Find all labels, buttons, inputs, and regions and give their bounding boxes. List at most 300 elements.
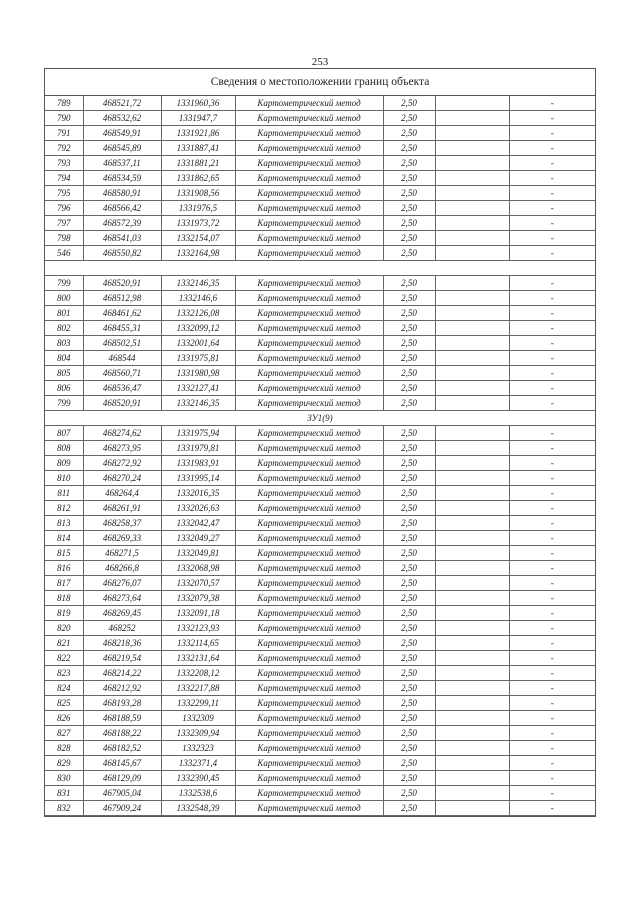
point-number-cell: 832 xyxy=(45,801,83,816)
method-cell: Картометрический метод xyxy=(235,711,383,726)
method-cell: Картометрический метод xyxy=(235,561,383,576)
point-number-cell: 789 xyxy=(45,96,83,111)
description-cell: - xyxy=(509,726,595,741)
accuracy-cell: 2,50 xyxy=(383,561,435,576)
accuracy-cell: 2,50 xyxy=(383,741,435,756)
y-coordinate-cell: 1332164,98 xyxy=(161,246,235,261)
table-row xyxy=(45,381,595,396)
formula-cell xyxy=(435,696,509,711)
description-cell: - xyxy=(509,651,595,666)
y-coordinate-cell: 1332309 xyxy=(161,711,235,726)
accuracy-cell: 2,50 xyxy=(383,291,435,306)
formula-cell xyxy=(435,126,509,141)
y-coordinate-cell: 1331983,91 xyxy=(161,456,235,471)
point-number-cell: 815 xyxy=(45,546,83,561)
description-cell: - xyxy=(509,801,595,816)
table-row xyxy=(45,636,595,651)
description-cell: - xyxy=(509,441,595,456)
point-number-cell: 817 xyxy=(45,576,83,591)
table-row xyxy=(45,216,595,231)
method-cell: Картометрический метод xyxy=(235,171,383,186)
y-coordinate-cell: 1331979,81 xyxy=(161,441,235,456)
x-coordinate-cell: 468544 xyxy=(83,351,161,366)
formula-cell xyxy=(435,651,509,666)
accuracy-cell: 2,50 xyxy=(383,576,435,591)
accuracy-cell: 2,50 xyxy=(383,591,435,606)
x-coordinate-cell: 467909,24 xyxy=(83,801,161,816)
table-row xyxy=(45,576,595,591)
point-number-cell: 801 xyxy=(45,306,83,321)
x-coordinate-cell: 468580,91 xyxy=(83,186,161,201)
table-row xyxy=(45,231,595,246)
y-coordinate-cell: 1332127,41 xyxy=(161,381,235,396)
table-row xyxy=(45,681,595,696)
accuracy-cell: 2,50 xyxy=(383,801,435,816)
y-coordinate-cell: 1332070,57 xyxy=(161,576,235,591)
table-row xyxy=(45,366,595,381)
y-coordinate-cell: 1332114,65 xyxy=(161,636,235,651)
y-coordinate-cell: 1332371,4 xyxy=(161,756,235,771)
method-cell: Картометрический метод xyxy=(235,771,383,786)
table-row xyxy=(45,561,595,576)
y-coordinate-cell: 1332208,12 xyxy=(161,666,235,681)
y-coordinate-cell: 1332146,35 xyxy=(161,396,235,411)
x-coordinate-cell: 468536,47 xyxy=(83,381,161,396)
table-row xyxy=(45,201,595,216)
description-cell: - xyxy=(509,231,595,246)
accuracy-cell: 2,50 xyxy=(383,396,435,411)
description-cell: - xyxy=(509,456,595,471)
y-coordinate-cell: 1331921,86 xyxy=(161,126,235,141)
x-coordinate-cell: 468534,59 xyxy=(83,171,161,186)
y-coordinate-cell: 1332309,94 xyxy=(161,726,235,741)
method-cell: Картометрический метод xyxy=(235,126,383,141)
y-coordinate-cell: 1332068,98 xyxy=(161,561,235,576)
method-cell: Картометрический метод xyxy=(235,726,383,741)
accuracy-cell: 2,50 xyxy=(383,516,435,531)
y-coordinate-cell: 1332217,88 xyxy=(161,681,235,696)
y-coordinate-cell: 1332299,11 xyxy=(161,696,235,711)
formula-cell xyxy=(435,801,509,816)
method-cell: Картометрический метод xyxy=(235,636,383,651)
method-cell: Картометрический метод xyxy=(235,186,383,201)
y-coordinate-cell: 1332091,18 xyxy=(161,606,235,621)
x-coordinate-cell: 468270,24 xyxy=(83,471,161,486)
accuracy-cell: 2,50 xyxy=(383,501,435,516)
formula-cell xyxy=(435,576,509,591)
y-coordinate-cell: 1332123,93 xyxy=(161,621,235,636)
method-cell: Картометрический метод xyxy=(235,756,383,771)
accuracy-cell: 2,50 xyxy=(383,201,435,216)
formula-cell xyxy=(435,216,509,231)
method-cell: Картометрический метод xyxy=(235,666,383,681)
point-number-cell: 799 xyxy=(45,276,83,291)
formula-cell xyxy=(435,546,509,561)
y-coordinate-cell: 1332079,38 xyxy=(161,591,235,606)
y-coordinate-cell: 1332049,81 xyxy=(161,546,235,561)
x-coordinate-cell: 468545,89 xyxy=(83,141,161,156)
description-cell: - xyxy=(509,516,595,531)
point-number-cell: 823 xyxy=(45,666,83,681)
y-coordinate-cell: 1331995,14 xyxy=(161,471,235,486)
formula-cell xyxy=(435,111,509,126)
formula-cell xyxy=(435,156,509,171)
y-coordinate-cell: 1331973,72 xyxy=(161,216,235,231)
table-row xyxy=(45,726,595,741)
description-cell: - xyxy=(509,756,595,771)
description-cell: - xyxy=(509,246,595,261)
description-cell: - xyxy=(509,681,595,696)
method-cell: Картометрический метод xyxy=(235,441,383,456)
description-cell: - xyxy=(509,126,595,141)
accuracy-cell: 2,50 xyxy=(383,546,435,561)
formula-cell xyxy=(435,636,509,651)
x-coordinate-cell: 468188,22 xyxy=(83,726,161,741)
y-coordinate-cell: 1332042,47 xyxy=(161,516,235,531)
accuracy-cell: 2,50 xyxy=(383,756,435,771)
method-cell: Картометрический метод xyxy=(235,606,383,621)
y-coordinate-cell: 1332126,08 xyxy=(161,306,235,321)
description-cell: - xyxy=(509,561,595,576)
point-number-cell: 813 xyxy=(45,516,83,531)
method-cell: Картометрический метод xyxy=(235,156,383,171)
x-coordinate-cell: 468532,62 xyxy=(83,111,161,126)
accuracy-cell: 2,50 xyxy=(383,456,435,471)
method-cell: Картометрический метод xyxy=(235,321,383,336)
x-coordinate-cell: 468145,67 xyxy=(83,756,161,771)
x-coordinate-cell: 468219,54 xyxy=(83,651,161,666)
x-coordinate-cell: 468212,92 xyxy=(83,681,161,696)
formula-cell xyxy=(435,621,509,636)
description-cell: - xyxy=(509,96,595,111)
description-cell: - xyxy=(509,486,595,501)
point-number-cell: 816 xyxy=(45,561,83,576)
accuracy-cell: 2,50 xyxy=(383,216,435,231)
method-cell: Картометрический метод xyxy=(235,381,383,396)
method-cell: Картометрический метод xyxy=(235,486,383,501)
formula-cell xyxy=(435,426,509,441)
formula-cell xyxy=(435,456,509,471)
method-cell: Картометрический метод xyxy=(235,96,383,111)
formula-cell xyxy=(435,666,509,681)
method-cell: Картометрический метод xyxy=(235,306,383,321)
y-coordinate-cell: 1331947,7 xyxy=(161,111,235,126)
description-cell: - xyxy=(509,606,595,621)
table-row xyxy=(45,456,595,471)
x-coordinate-cell: 468272,92 xyxy=(83,456,161,471)
method-cell: Картометрический метод xyxy=(235,201,383,216)
x-coordinate-cell: 468541,03 xyxy=(83,231,161,246)
point-number-cell: 822 xyxy=(45,651,83,666)
table-row xyxy=(45,501,595,516)
accuracy-cell: 2,50 xyxy=(383,771,435,786)
x-coordinate-cell: 468269,33 xyxy=(83,531,161,546)
accuracy-cell: 2,50 xyxy=(383,726,435,741)
table-row xyxy=(45,516,595,531)
description-cell: - xyxy=(509,621,595,636)
y-coordinate-cell: 1332146,35 xyxy=(161,276,235,291)
accuracy-cell: 2,50 xyxy=(383,636,435,651)
point-number-cell: 806 xyxy=(45,381,83,396)
description-cell: - xyxy=(509,426,595,441)
accuracy-cell: 2,50 xyxy=(383,306,435,321)
description-cell: - xyxy=(509,291,595,306)
accuracy-cell: 2,50 xyxy=(383,681,435,696)
method-cell: Картометрический метод xyxy=(235,801,383,816)
point-number-cell: 793 xyxy=(45,156,83,171)
y-coordinate-cell: 1332146,6 xyxy=(161,291,235,306)
method-cell: Картометрический метод xyxy=(235,546,383,561)
y-coordinate-cell: 1332390,45 xyxy=(161,771,235,786)
table-row xyxy=(45,531,595,546)
y-coordinate-cell: 1332548,39 xyxy=(161,801,235,816)
description-cell: - xyxy=(509,276,595,291)
page-number: 253 xyxy=(311,56,329,68)
formula-cell xyxy=(435,321,509,336)
method-cell: Картометрический метод xyxy=(235,786,383,801)
table-row xyxy=(45,771,595,786)
separator-cell xyxy=(45,261,595,276)
formula-cell xyxy=(435,96,509,111)
table-row xyxy=(45,651,595,666)
description-cell: - xyxy=(509,216,595,231)
table-row xyxy=(45,441,595,456)
y-coordinate-cell: 1331862,65 xyxy=(161,171,235,186)
table-row xyxy=(45,291,595,306)
accuracy-cell: 2,50 xyxy=(383,651,435,666)
method-cell: Картометрический метод xyxy=(235,576,383,591)
accuracy-cell: 2,50 xyxy=(383,321,435,336)
point-number-cell: 802 xyxy=(45,321,83,336)
x-coordinate-cell: 468218,36 xyxy=(83,636,161,651)
point-number-cell: 808 xyxy=(45,441,83,456)
method-cell: Картометрический метод xyxy=(235,501,383,516)
point-number-cell: 828 xyxy=(45,741,83,756)
formula-cell xyxy=(435,771,509,786)
description-cell: - xyxy=(509,186,595,201)
method-cell: Картометрический метод xyxy=(235,471,383,486)
x-coordinate-cell: 468566,42 xyxy=(83,201,161,216)
method-cell: Картометрический метод xyxy=(235,681,383,696)
description-cell: - xyxy=(509,666,595,681)
formula-cell xyxy=(435,726,509,741)
x-coordinate-cell: 468502,51 xyxy=(83,336,161,351)
description-cell: - xyxy=(509,396,595,411)
x-coordinate-cell: 468550,82 xyxy=(83,246,161,261)
method-cell: Картометрический метод xyxy=(235,696,383,711)
method-cell: Картометрический метод xyxy=(235,651,383,666)
table-row xyxy=(45,336,595,351)
x-coordinate-cell: 468261,91 xyxy=(83,501,161,516)
point-number-cell: 830 xyxy=(45,771,83,786)
description-cell: - xyxy=(509,576,595,591)
x-coordinate-cell: 468214,22 xyxy=(83,666,161,681)
x-coordinate-cell: 467905,04 xyxy=(83,786,161,801)
point-number-cell: 794 xyxy=(45,171,83,186)
x-coordinate-cell: 468461,62 xyxy=(83,306,161,321)
description-cell: - xyxy=(509,336,595,351)
y-coordinate-cell: 1331881,21 xyxy=(161,156,235,171)
formula-cell xyxy=(435,756,509,771)
x-coordinate-cell: 468520,91 xyxy=(83,396,161,411)
y-coordinate-cell: 1331976,5 xyxy=(161,201,235,216)
y-coordinate-cell: 1332049,27 xyxy=(161,531,235,546)
formula-cell xyxy=(435,741,509,756)
formula-cell xyxy=(435,501,509,516)
point-number-cell: 805 xyxy=(45,366,83,381)
point-number-cell: 800 xyxy=(45,291,83,306)
y-coordinate-cell: 1332131,64 xyxy=(161,651,235,666)
method-cell: Картометрический метод xyxy=(235,216,383,231)
point-number-cell: 798 xyxy=(45,231,83,246)
x-coordinate-cell: 468193,28 xyxy=(83,696,161,711)
table-row xyxy=(45,741,595,756)
formula-cell xyxy=(435,336,509,351)
formula-cell xyxy=(435,681,509,696)
method-cell: Картометрический метод xyxy=(235,516,383,531)
formula-cell xyxy=(435,171,509,186)
table-row xyxy=(45,711,595,726)
point-number-cell: 819 xyxy=(45,606,83,621)
x-coordinate-cell: 468572,39 xyxy=(83,216,161,231)
formula-cell xyxy=(435,516,509,531)
formula-cell xyxy=(435,531,509,546)
description-cell: - xyxy=(509,306,595,321)
formula-cell xyxy=(435,141,509,156)
table-title: Сведения о местоположении границ объекта xyxy=(45,69,595,96)
accuracy-cell: 2,50 xyxy=(383,156,435,171)
point-number-cell: 824 xyxy=(45,681,83,696)
y-coordinate-cell: 1331960,36 xyxy=(161,96,235,111)
method-cell: Картометрический метод xyxy=(235,111,383,126)
x-coordinate-cell: 468252 xyxy=(83,621,161,636)
formula-cell xyxy=(435,606,509,621)
point-number-cell: 814 xyxy=(45,531,83,546)
y-coordinate-cell: 1331887,41 xyxy=(161,141,235,156)
accuracy-cell: 2,50 xyxy=(383,171,435,186)
accuracy-cell: 2,50 xyxy=(383,486,435,501)
separator-row xyxy=(45,261,595,276)
description-cell: - xyxy=(509,786,595,801)
method-cell: Картометрический метод xyxy=(235,366,383,381)
x-coordinate-cell: 468129,09 xyxy=(83,771,161,786)
table-row xyxy=(45,96,595,111)
x-coordinate-cell: 468188,59 xyxy=(83,711,161,726)
point-number-cell: 827 xyxy=(45,726,83,741)
method-cell: Картометрический метод xyxy=(235,291,383,306)
accuracy-cell: 2,50 xyxy=(383,186,435,201)
zone-label: ЗУ1(9) xyxy=(45,411,595,426)
point-number-cell: 791 xyxy=(45,126,83,141)
accuracy-cell: 2,50 xyxy=(383,351,435,366)
x-coordinate-cell: 468269,45 xyxy=(83,606,161,621)
table-row xyxy=(45,276,595,291)
formula-cell xyxy=(435,591,509,606)
method-cell: Картометрический метод xyxy=(235,531,383,546)
method-cell: Картометрический метод xyxy=(235,231,383,246)
formula-cell xyxy=(435,246,509,261)
y-coordinate-cell: 1332099,12 xyxy=(161,321,235,336)
description-cell: - xyxy=(509,636,595,651)
table-row xyxy=(45,606,595,621)
coordinates-table-frame xyxy=(44,68,596,817)
accuracy-cell: 2,50 xyxy=(383,426,435,441)
method-cell: Картометрический метод xyxy=(235,456,383,471)
table-row xyxy=(45,756,595,771)
table-row xyxy=(45,126,595,141)
description-cell: - xyxy=(509,591,595,606)
y-coordinate-cell: 1332016,35 xyxy=(161,486,235,501)
x-coordinate-cell: 468520,91 xyxy=(83,276,161,291)
accuracy-cell: 2,50 xyxy=(383,246,435,261)
description-cell: - xyxy=(509,471,595,486)
x-coordinate-cell: 468274,62 xyxy=(83,426,161,441)
table-row xyxy=(45,171,595,186)
table-row xyxy=(45,666,595,681)
point-number-cell: 790 xyxy=(45,111,83,126)
table-row xyxy=(45,321,595,336)
table-row xyxy=(45,141,595,156)
point-number-cell: 797 xyxy=(45,216,83,231)
x-coordinate-cell: 468258,37 xyxy=(83,516,161,531)
description-cell: - xyxy=(509,171,595,186)
formula-cell xyxy=(435,561,509,576)
y-coordinate-cell: 1332538,6 xyxy=(161,786,235,801)
accuracy-cell: 2,50 xyxy=(383,606,435,621)
formula-cell xyxy=(435,381,509,396)
accuracy-cell: 2,50 xyxy=(383,111,435,126)
description-cell: - xyxy=(509,156,595,171)
x-coordinate-cell: 468182,52 xyxy=(83,741,161,756)
formula-cell xyxy=(435,786,509,801)
table-row xyxy=(45,546,595,561)
point-number-cell: 792 xyxy=(45,141,83,156)
accuracy-cell: 2,50 xyxy=(383,126,435,141)
point-number-cell: 809 xyxy=(45,456,83,471)
table-row xyxy=(45,471,595,486)
description-cell: - xyxy=(509,501,595,516)
description-cell: - xyxy=(509,321,595,336)
formula-cell xyxy=(435,711,509,726)
point-number-cell: 821 xyxy=(45,636,83,651)
point-number-cell: 546 xyxy=(45,246,83,261)
accuracy-cell: 2,50 xyxy=(383,381,435,396)
point-number-cell: 803 xyxy=(45,336,83,351)
formula-cell xyxy=(435,291,509,306)
point-number-cell: 826 xyxy=(45,711,83,726)
formula-cell xyxy=(435,366,509,381)
table-row xyxy=(45,396,595,411)
formula-cell xyxy=(435,201,509,216)
formula-cell xyxy=(435,276,509,291)
x-coordinate-cell: 468273,95 xyxy=(83,441,161,456)
description-cell: - xyxy=(509,201,595,216)
method-cell: Картометрический метод xyxy=(235,426,383,441)
description-cell: - xyxy=(509,546,595,561)
x-coordinate-cell: 468266,8 xyxy=(83,561,161,576)
accuracy-cell: 2,50 xyxy=(383,231,435,246)
table-row xyxy=(45,801,595,816)
description-cell: - xyxy=(509,741,595,756)
formula-cell xyxy=(435,351,509,366)
coordinates-table xyxy=(45,96,595,816)
x-coordinate-cell: 468276,07 xyxy=(83,576,161,591)
y-coordinate-cell: 1332026,63 xyxy=(161,501,235,516)
method-cell: Картометрический метод xyxy=(235,141,383,156)
y-coordinate-cell: 1331980,98 xyxy=(161,366,235,381)
method-cell: Картометрический метод xyxy=(235,351,383,366)
accuracy-cell: 2,50 xyxy=(383,621,435,636)
